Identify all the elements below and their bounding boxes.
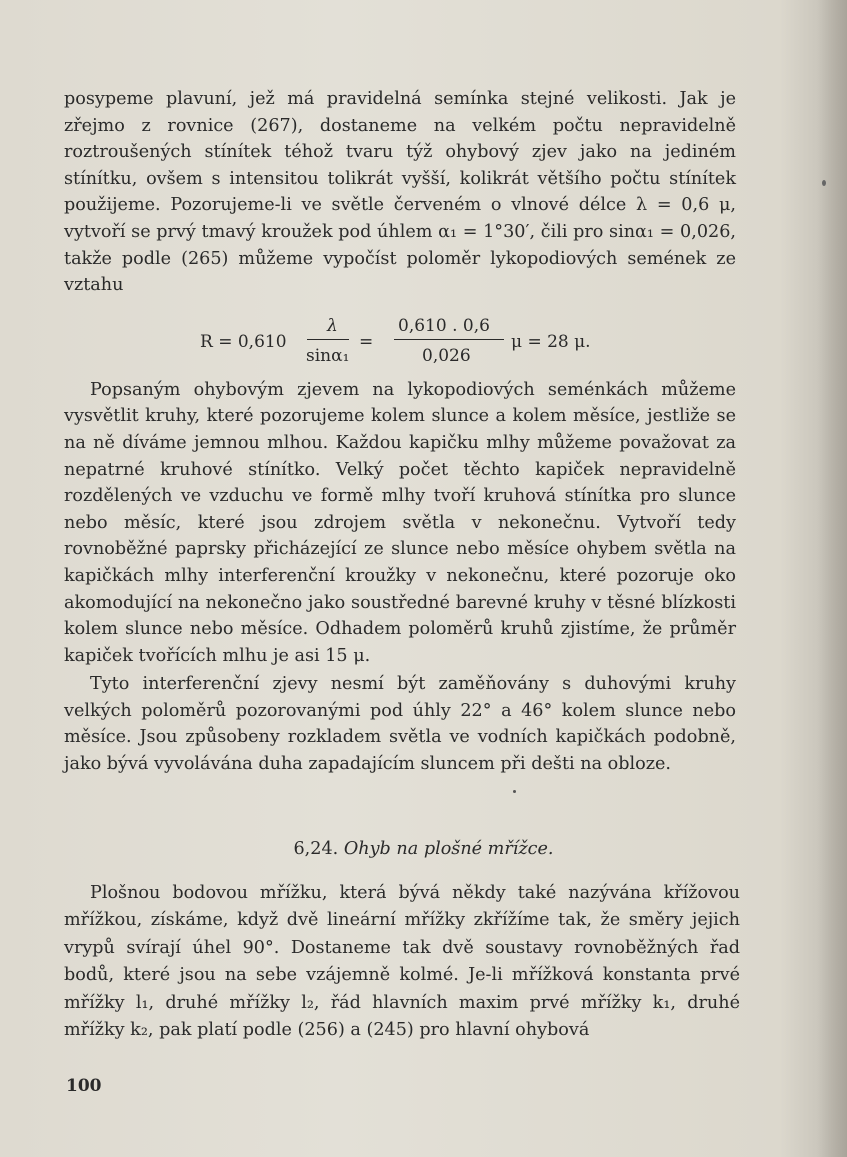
upper-text-block xyxy=(64,86,736,778)
equation-radius xyxy=(64,307,736,377)
equation-frac2-numerator: 0,610 . 0,6 xyxy=(398,315,490,336)
equation-frac1-numerator: λ xyxy=(327,315,338,336)
paragraph-4: Plošnou bodovou mřížku, která bývá někdy také nazývána křížovou mřížkou, získáme, když dvě lineární mřížky zkřížíme tak, že směry jejich vrypů svírají úhel 90°. Dostaneme tak dvě soustavy rovnoběžných řad bodů, které jsou na sebe vzájemně kolmé. Je-li mřížková konstanta prvé mřížky l₁, druhé mřížky l₂, řád hlavních maxim prvé mřížky k₁, druhé mřížky k₂, pak platí podle (256) a (245) pro hlavní ohybová xyxy=(64,883,740,1041)
equation-frac2-bar xyxy=(394,339,504,340)
equation-frac1-denominator: sinα₁ xyxy=(306,345,350,366)
print-speck xyxy=(513,790,516,793)
page-number: 100 xyxy=(66,1076,102,1096)
section-title: Ohyb na plošné mřížce. xyxy=(343,839,554,859)
equation-equals: = xyxy=(359,331,374,352)
equation-frac2-denominator: 0,026 xyxy=(422,345,471,366)
paragraph-2: Popsaným ohybovým zjevem na lykopodiových seménkách můžeme vysvětlit kruhy, které pozorujeme kolem slunce a kolem měsíce, jestliže se na ně díváme jemnou mlhou. Každou kapičku mlhy můžeme považovat za nepatrné kruhové stínítko. Velký počet těchto kapiček nepravidelně rozdělených ve vzduchu ve formě mlhy tvoří kruhová stínítka pro slunce nebo měsíc, které jsou zdrojem světla v nekonečnu. Vytvoří tedy rovnoběžné paprsky přicházející ze slunce nebo měsíce ohybem světla na kapičkách mlhy interferenční kroužky v nekonečnu, které pozoruje oko akomodující na nekonečno jako soustředné barevné kruhy v těsné blízkosti kolem slunce nebo měsíce. Odhadem poloměrů kruhů zjistíme, že průměr kapiček tvořících mlhu je asi 15 μ. xyxy=(64,379,736,666)
paragraph-1: posypeme plavuní, jež má pravidelná semínka stejné velikosti. Jak je zřejmo z rovnice (267), dostaneme na velkém počtu nepravidelně roztroušených stínítek téhož tvaru týž ohybový zjev jako na jediném stínítku, ovšem s intensitou tolikrát vyšší, kolikrát většího počtu stínítek použijeme. Pozorujeme-li ve světle červeném o vlnové délce λ = 0,6 μ, vytvoří se prvý tmavý kroužek pod úhlem α₁ = 1°30′, čili pro sinα₁ = 0,026, takže podle (265) můžeme vypočíst poloměr lykopodiových semének ze vztahu xyxy=(64,89,736,296)
section-heading xyxy=(0,839,847,859)
print-speck xyxy=(822,180,826,186)
lower-text-block xyxy=(64,880,740,1044)
paragraph-3: Tyto interferenční zjevy nesmí být zaměňovány s duhovými kruhy velkých poloměrů pozorovanými pod úhly 22° a 46° kolem slunce nebo měsíce. Jsou způsobeny rozkladem světla ve vodních kapičkách podobně, jako bývá vyvolávána duha zapadajícím sluncem při dešti na obloze. xyxy=(64,674,736,775)
section-number: 6,24. xyxy=(293,839,339,859)
page-edge-shadow xyxy=(817,0,847,1157)
equation-rhs: μ = 28 μ. xyxy=(511,331,591,352)
equation-frac1-bar xyxy=(307,339,349,340)
equation-lhs: R = 0,610 xyxy=(200,331,287,352)
